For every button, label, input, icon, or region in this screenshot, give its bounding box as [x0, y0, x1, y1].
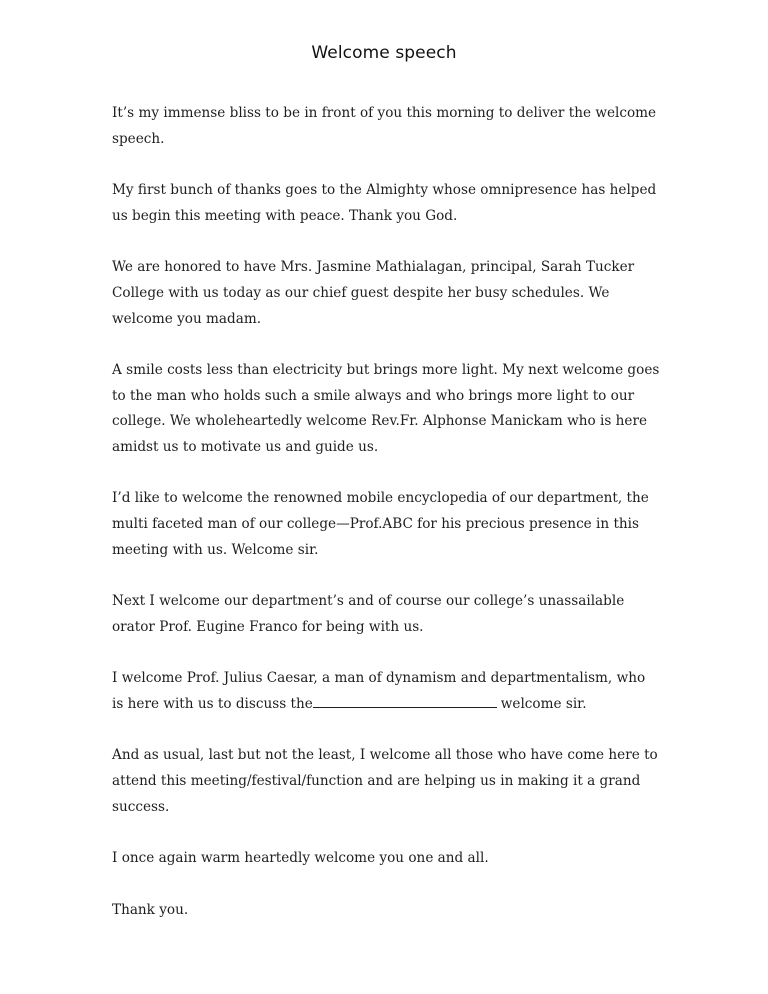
- paragraph-chief-guest: We are honored to have Mrs. Jasmine Mathialagan, principal, Sarah Tucker College with us today as our chief guest despite her busy schedules. We welcome you madam.: [112, 259, 635, 327]
- paragraph-opening: It’s my immense bliss to be in front of you this morning to deliver the welcome speech.: [112, 105, 657, 147]
- paragraph-all-attendees: And as usual, last but not the least, I welcome all those who have come here to attend this meeting/festival/function and are helping us in making it a grand success.: [112, 747, 658, 815]
- paragraph-warm-welcome: I once again warm heartedly welcome you one and all.: [112, 850, 489, 867]
- fill-in-blank-line: [313, 694, 497, 708]
- paragraph-smile: A smile costs less than electricity but brings more light. My next welcome goes to the man who holds such a smile always and who brings more light to our college. We wholeheartedly welcome Rev.Fr. Alphonse Manickam who is here amidst us to motivate us and guide us.: [112, 361, 660, 456]
- paragraph-thank-you: Thank you.: [112, 901, 189, 918]
- paragraph-orator: Next I welcome our department’s and of course our college’s unassailable orator Prof. Eugine Franco for being with us.: [112, 593, 625, 635]
- document-body: [112, 101, 660, 949]
- paragraph-julius-caesar-text: I welcome Prof. Julius Caesar, a man of dynamism and departmentalism, who is here with us to discuss the: [112, 670, 646, 713]
- paragraph-thanks-almighty: My first bunch of thanks goes to the Almighty whose omnipresence has helped us begin this meeting with peace. Thank you God.: [112, 182, 657, 224]
- paragraph-encyclopedia: I’d like to welcome the renowned mobile encyclopedia of our department, the multi faceted man of our college—Prof.ABC for his precious presence in this meeting with us. Welcome sir.: [112, 490, 649, 558]
- document-title: Welcome speech: [311, 43, 457, 63]
- paragraph-julius-caesar: [112, 666, 660, 717]
- paragraph-julius-caesar-closing: welcome sir.: [500, 696, 587, 713]
